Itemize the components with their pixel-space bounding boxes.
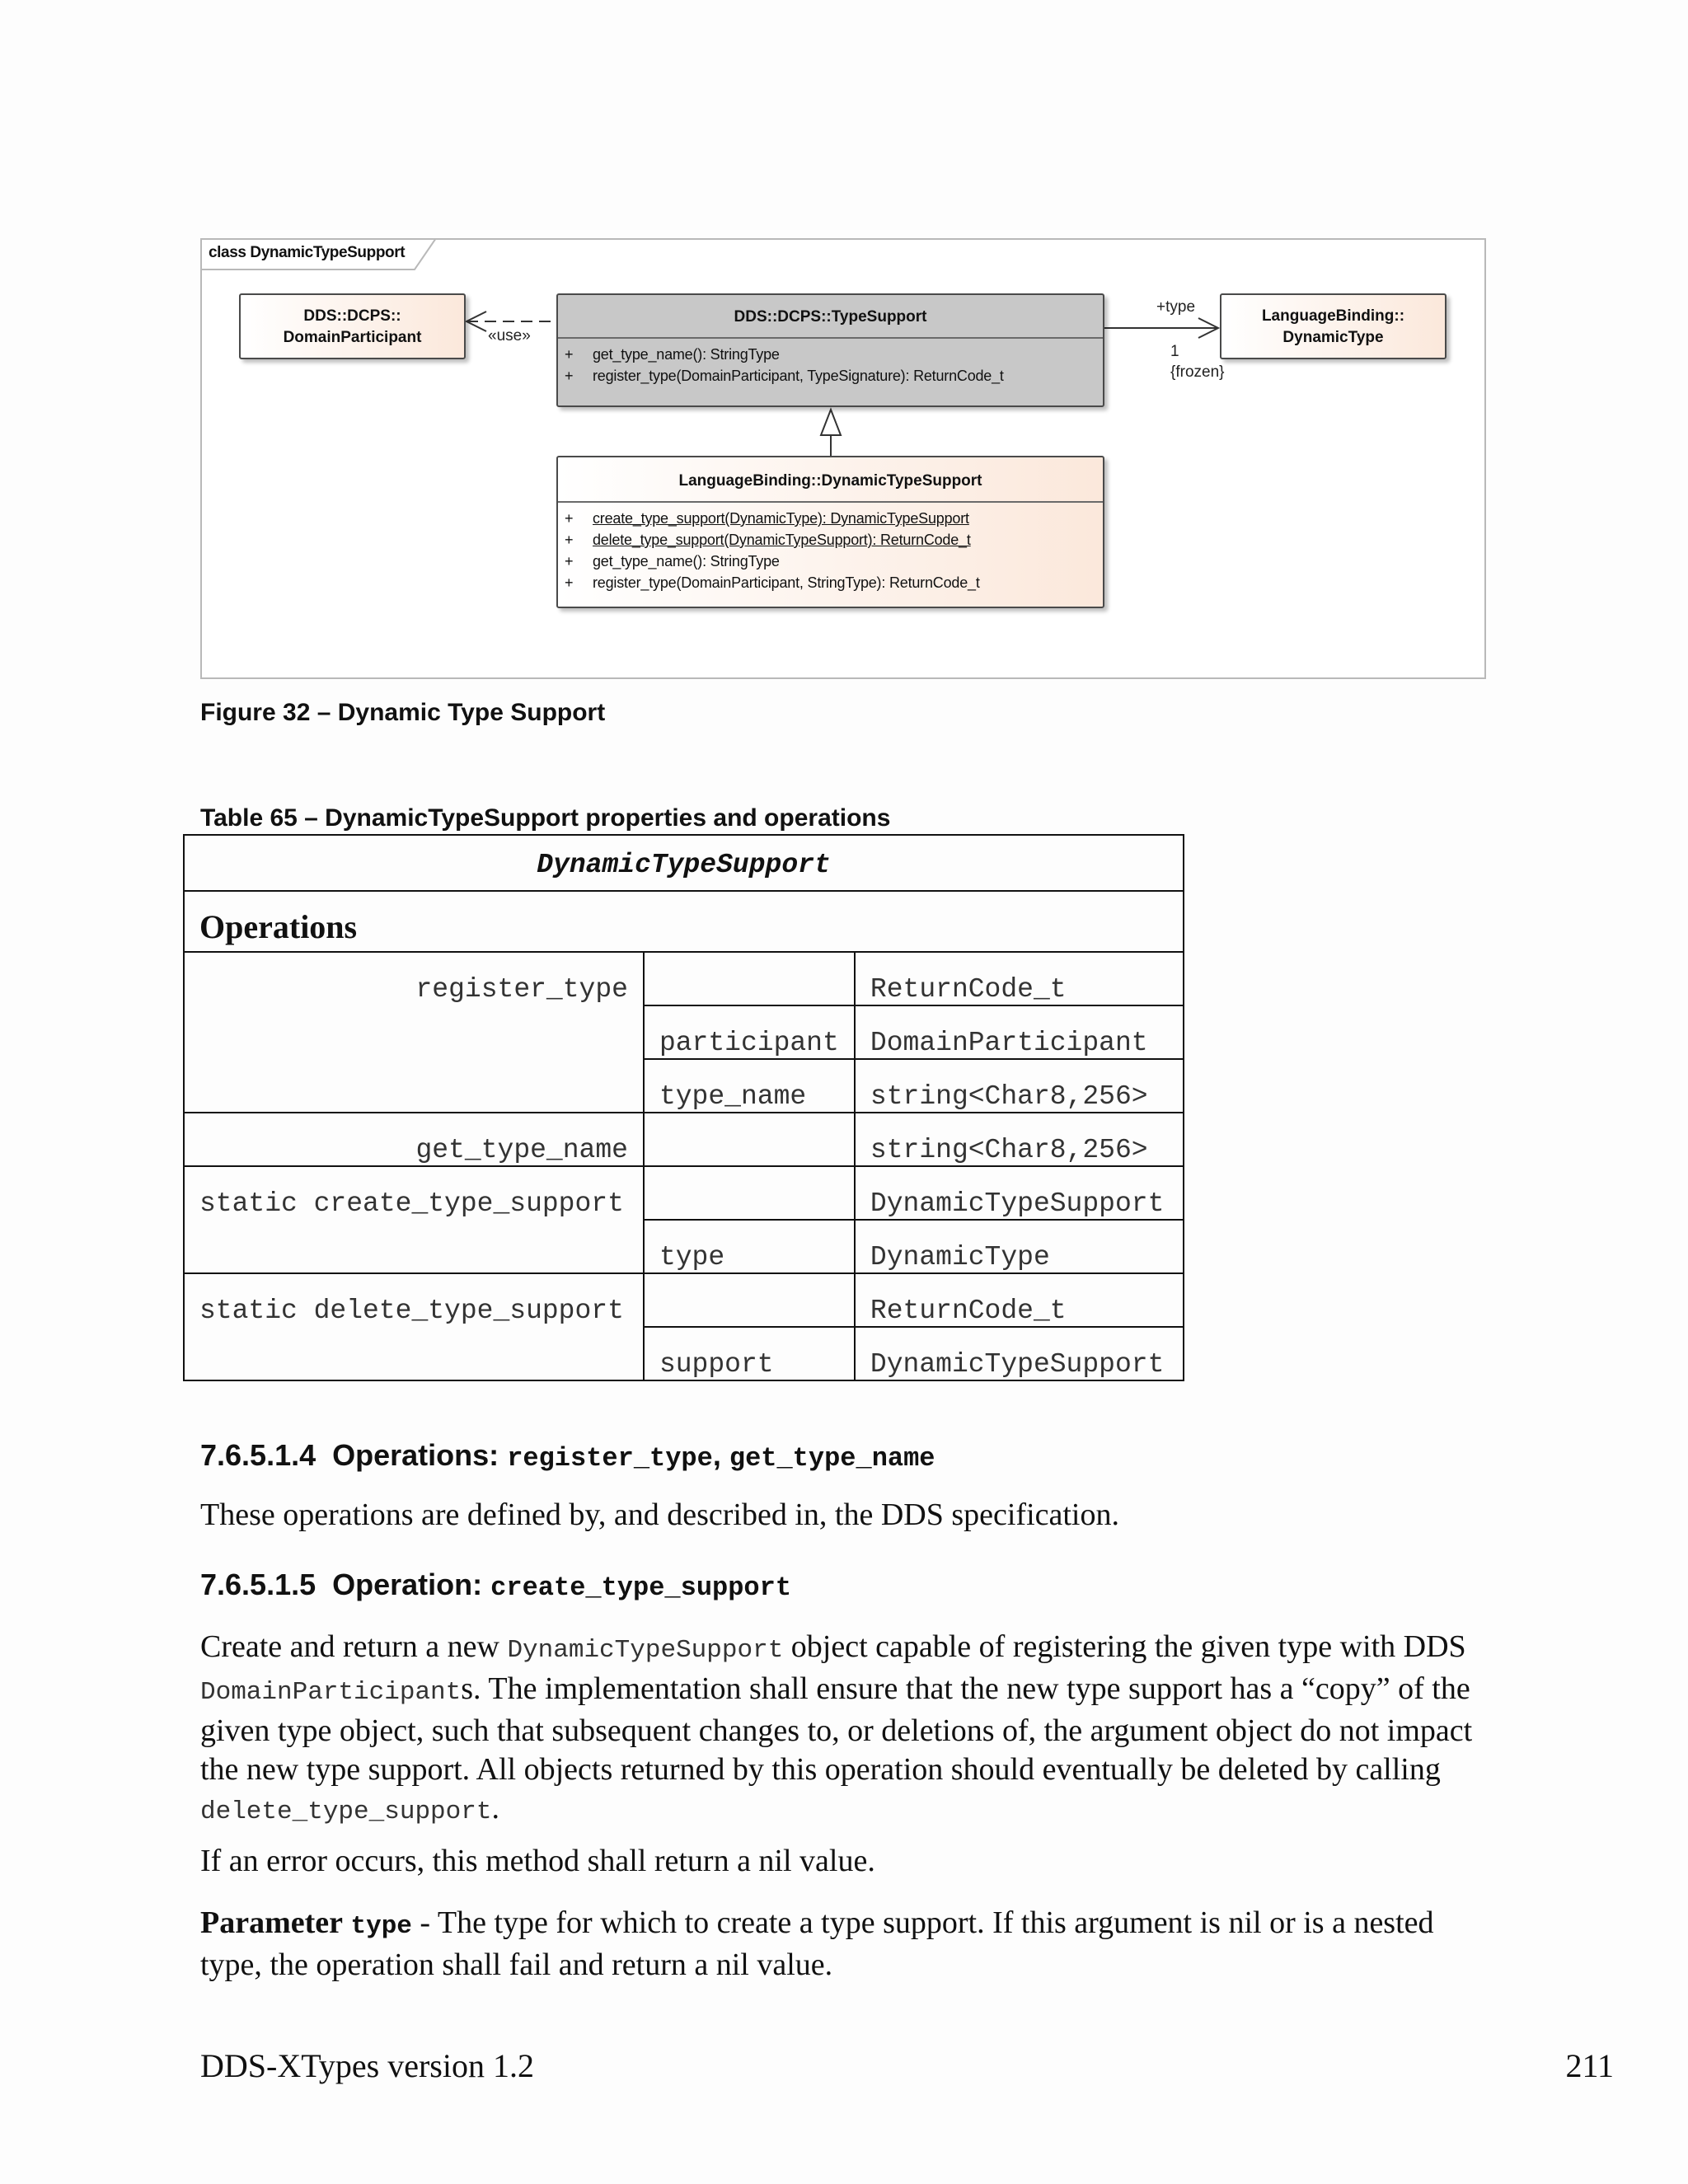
return-type: DynamicTypeSupport [855,1166,1184,1220]
inline-code: delete_type_support [200,1797,492,1826]
section-code: get_type_name [729,1443,935,1474]
dynamic-type-line1: LanguageBinding:: [1261,307,1405,325]
type-support-operations [558,337,1103,390]
inline-code: DynamicTypeSupport [507,1636,784,1665]
dynamic-type-line2: DynamicType [1282,329,1384,346]
paragraph: Parameter type - The type for which to create a type support. If this argument is nil or is a nested type, the operation shall fail and return a nil value. [200,1905,1434,1982]
table-section-row [184,891,1184,952]
type-support-class [556,293,1104,407]
paragraph: These operations are defined by, and described in, the DDS specification. [200,1497,1119,1532]
return-type: ReturnCode_t [855,1273,1184,1327]
section-number: 7.6.5.1.4 [200,1438,316,1472]
table-row [184,1273,1184,1327]
domain-participant-line1: DDS::DCPS:: [303,307,401,325]
table-caption: Table 65 – DynamicTypeSupport properties and operations [200,804,891,832]
param-type: string<Char8,256> [855,1059,1184,1113]
dynamic-type-support-name: LanguageBinding::DynamicTypeSupport [678,472,982,490]
param-name-empty [644,1273,855,1327]
param-name: participant [644,1005,855,1059]
param-type: DynamicTypeSupport [855,1327,1184,1380]
figure-caption: Figure 32 – Dynamic Type Support [200,699,606,726]
use-stereotype-label: «use» [488,327,531,344]
association-multiplicity-label: 1 [1170,343,1179,360]
param-type: DomainParticipant [855,1005,1184,1059]
dynamic-type-support-operations [558,501,1103,597]
param-name-empty [644,1166,855,1220]
generalization-arrowhead [821,410,841,435]
param-name: support [644,1327,855,1380]
inline-code: type [350,1912,412,1941]
footer-page-number: 211 [1565,2047,1614,2084]
table-row [184,1113,1184,1166]
param-name: type [644,1220,855,1273]
operation-name: static create_type_support [184,1166,644,1273]
domain-participant-class [239,293,466,359]
return-type: ReturnCode_t [855,952,1184,1005]
operation: + get_type_name(): StringType [565,553,780,569]
section-heading-7-6-5-1-4: 7.6.5.1.4 Operations: register_type, get_type_name [200,1438,935,1474]
operation: + register_type(DomainParticipant, StringType): ReturnCode_t [565,574,980,591]
section-label: Operations: [332,1438,499,1472]
association-constraint-label: {frozen} [1170,363,1225,381]
dynamic-type-support-class [556,456,1104,608]
operation: + create_type_support(DynamicType): DynamicTypeSupport [565,510,969,527]
table-title-row [184,835,1184,891]
type-support-name: DDS::DCPS::TypeSupport [734,308,927,326]
table-row [184,1166,1184,1220]
domain-participant-line2: DomainParticipant [283,329,422,346]
param-name: type_name [644,1059,855,1113]
diagram-frame-label: class DynamicTypeSupport [209,244,406,261]
table-row [184,952,1184,1005]
section-heading-7-6-5-1-5 [200,1568,791,1603]
operation-name: register_type [184,952,644,1113]
operations-table [183,834,1184,1381]
operation-name: static delete_type_support [184,1273,644,1380]
table-title: DynamicTypeSupport [184,835,1184,891]
paragraph: Create and return a new DynamicTypeSupport object capable of registering the given type with DDS DomainParticipants. The implementation shall ensure that the new type support has a “copy” of the given type object, such that subsequent changes to, or deletions of, the argument object do not impact the new type support. All objects returned by this operation should eventually be deleted by calling delete_type_support. [200,1629,1473,1826]
section-label: Operation: [332,1568,483,1601]
inline-code: DomainParticipant [200,1678,462,1707]
section-code: create_type_support [490,1572,792,1603]
param-name-empty [644,1113,855,1166]
param-name-empty [644,952,855,1005]
operation-name: get_type_name [184,1113,644,1166]
paragraph: If an error occurs, this method shall return a nil value. [200,1844,875,1878]
section-code: register_type [507,1443,713,1474]
parameter-label: Parameter [200,1905,343,1940]
param-type: DynamicType [855,1220,1184,1273]
operation: + delete_type_support(DynamicTypeSupport): ReturnCode_t [565,532,971,548]
footer-document-title: DDS-XTypes version 1.2 [200,2047,534,2084]
return-type: string<Char8,256> [855,1113,1184,1166]
table-section-heading: Operations [184,891,1184,952]
operation: + register_type(DomainParticipant, TypeSignature): ReturnCode_t [565,368,1004,384]
dynamic-type-class [1220,293,1447,359]
association-role-label: +type [1156,298,1196,316]
operation: + get_type_name(): StringType [565,346,780,363]
section-number: 7.6.5.1.5 [200,1568,316,1601]
